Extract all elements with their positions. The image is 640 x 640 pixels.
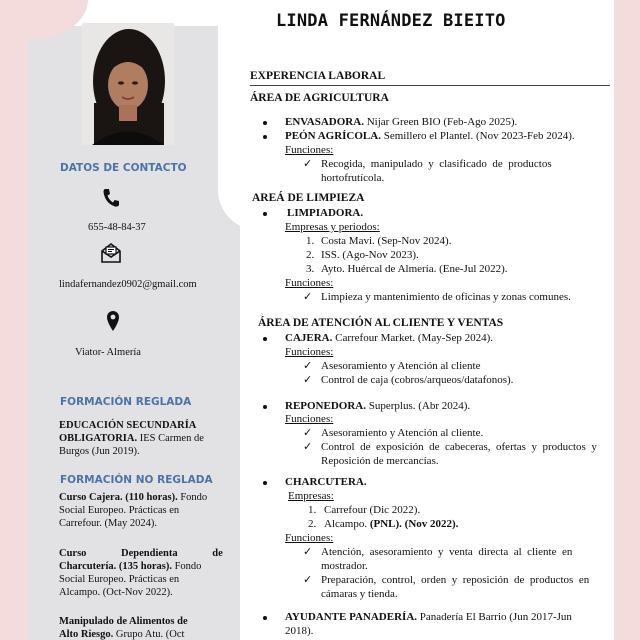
course-food-rest: Grupo Atu. (Oct <box>113 629 185 640</box>
list-number: 2. <box>308 518 317 530</box>
check-icon: ✓ <box>303 291 313 303</box>
course-deli-line4: Alcampo. (Oct-Nov 2022). <box>59 587 173 598</box>
check-icon: ✓ <box>303 574 313 586</box>
list-number: 1. <box>308 504 317 516</box>
phone-icon <box>102 188 120 213</box>
bullet <box>263 405 267 409</box>
deli-companies-label: Empresas: <box>288 490 334 502</box>
list-number: 3. <box>306 263 315 275</box>
functions-label: Funciones: <box>285 346 334 358</box>
customer-service-heading: ÁREA DE ATENCIÓN AL CLIENTE Y VENTAS <box>258 317 504 329</box>
formal-school: IES Carmen de <box>137 433 204 444</box>
bullet <box>263 121 267 125</box>
bullet <box>263 337 267 341</box>
job-farmhand <box>285 130 575 144</box>
deli-function-2-line2: cámaras y tienda. <box>321 588 398 600</box>
bullet <box>263 616 267 620</box>
job-bakery-detail: Panadería El Barrio (Jun 2017-Jun <box>417 611 572 623</box>
job-bakery <box>285 611 572 625</box>
course-deli-line1: Curso Dependienta de <box>59 548 223 559</box>
formal-title-line1: EDUCACIÓN SECUNDARÍA <box>59 420 197 431</box>
formal-education-heading: FORMACIÓN REGLADA <box>60 396 192 408</box>
check-icon: ✓ <box>303 427 313 439</box>
job-bakery-title: AYUDANTE PANADERÍA. <box>285 611 418 623</box>
cleaning-heading: AREÁ DE LIMPIEZA <box>252 192 365 204</box>
formal-title-bold: OBLIGATORIA. <box>59 433 138 444</box>
profile-photo <box>82 23 174 145</box>
check-icon: ✓ <box>303 546 313 558</box>
course-cashier-line1 <box>59 491 227 504</box>
job-cleaner-title: LIMPIADORA. <box>287 207 364 219</box>
bullet <box>263 135 267 139</box>
deli-company-2-name: Alcampo. <box>324 518 368 530</box>
course-cashier-rest: Fondo <box>177 492 208 503</box>
deli-company-1: Carrefour (Dic 2022). <box>324 504 421 516</box>
list-number: 2. <box>306 249 315 261</box>
cashier-function-1: Asesoramiento y Atención al cliente <box>321 360 481 372</box>
course-deli-title: Charcutería. (135 horas). <box>59 561 172 572</box>
job-restocker <box>285 400 470 414</box>
course-cashier-title: Curso Cajera. (110 horas). <box>59 492 178 503</box>
deli-company-2-detail: (PNL). (Nov 2022). <box>367 518 459 530</box>
email-address[interactable]: lindafernandez0902@gmail.com <box>59 279 197 290</box>
job-cashier <box>285 332 493 346</box>
check-icon: ✓ <box>303 158 313 170</box>
check-icon: ✓ <box>303 441 313 453</box>
deli-company-2 <box>324 518 458 532</box>
location: Viator- Almería <box>75 347 141 358</box>
job-cashier-title: CAJERA. <box>285 332 333 344</box>
contact-heading: DATOS DE CONTACTO <box>60 162 187 174</box>
cleaning-company-1: Costa Mavi. (Sep-Nov 2024). <box>321 235 452 247</box>
deli-function-1-line2: mostrador. <box>321 560 368 572</box>
agri-function-line2: hortofrutícola. <box>321 172 385 184</box>
job-cashier-detail: Carrefour Market. (May-Sep 2024). <box>332 332 494 344</box>
check-icon: ✓ <box>303 374 313 386</box>
cleaning-company-3: Ayto. Huércal de Almería. (Ene-Jul 2022). <box>321 263 508 275</box>
course-deli-line3: Social Europeo. Prácticas en <box>59 574 180 585</box>
phone-number[interactable]: 655-48-84-37 <box>88 222 146 233</box>
job-farmhand-title: PEÓN AGRÍCOLA. <box>285 130 381 142</box>
experience-heading: EXPERENCIA LABORAL <box>250 70 386 82</box>
functions-label: Funciones: <box>285 532 334 544</box>
functions-label: Funciones: <box>285 413 334 425</box>
cashier-function-2: Control de caja (cobros/arqueos/datafonos). <box>321 374 514 386</box>
course-cashier-line2: Social Europeo. Prácticas en <box>59 505 180 516</box>
bullet <box>263 481 267 485</box>
course-food-title: Alto Riesgo. <box>59 629 114 640</box>
job-restocker-title: REPONEDORA. <box>285 400 366 412</box>
nonformal-education-heading: FORMACIÓN NO REGLADA <box>60 474 213 486</box>
job-packer-title: ENVASADORA. <box>285 116 364 128</box>
course-deli <box>59 547 227 599</box>
candidate-name: LINDA FERNÁNDEZ BIEITO <box>276 11 506 31</box>
list-number: 1. <box>306 235 315 247</box>
mail-icon <box>100 242 122 269</box>
course-deli-line2 <box>59 560 227 573</box>
job-packer <box>285 116 517 130</box>
location-pin-icon <box>106 310 120 337</box>
course-food-line2 <box>59 628 229 640</box>
deli-function-1-line1: Atención, asesoramiento y venta directa al cliente en <box>321 546 573 558</box>
restocker-function-2-line2: Reposición de mercancías. <box>321 455 439 467</box>
cleaning-company-2: ISS. (Ago-Nov 2023). <box>321 249 419 261</box>
functions-label: Funciones: <box>285 277 334 289</box>
formal-education-entry <box>59 419 229 458</box>
formal-title-line2 <box>59 432 229 445</box>
restocker-function-2-line1: Control de exposición de cabeceras, ofertas y productos y <box>321 441 597 453</box>
check-icon: ✓ <box>303 360 313 372</box>
course-food-handling <box>59 615 229 640</box>
cleaning-function: Limpieza y mantenimiento de oficinas y zonas comunes. <box>321 291 571 303</box>
course-cashier <box>59 491 227 530</box>
decorative-blob <box>28 0 88 40</box>
resume-page <box>28 0 614 640</box>
formal-date: Burgos (Jun 2019). <box>59 446 140 457</box>
functions-label: Funciones: <box>285 144 334 156</box>
course-cashier-line3: Carrefour. (May 2024). <box>59 518 157 529</box>
course-deli-rest: Fondo <box>171 561 202 572</box>
experience-divider <box>250 85 610 86</box>
agri-function-line1: Recogida, manipulado y clasificado de productos <box>321 158 552 170</box>
agriculture-heading: ÁREA DE AGRICULTURA <box>250 92 389 104</box>
job-bakery-line2: 2018). <box>285 625 314 637</box>
cleaning-companies-label: Empresas y periodos: <box>285 221 380 233</box>
job-deli-title: CHARCUTERA. <box>285 476 367 488</box>
job-restocker-detail: Superplus. (Abr 2024). <box>365 400 471 412</box>
job-packer-detail: Nijar Green BIO (Feb-Ago 2025). <box>363 116 518 128</box>
course-food-line1: Manipulado de Alimentos de <box>59 616 188 627</box>
restocker-function-1: Asesoramiento y Atención al cliente. <box>321 427 484 439</box>
deli-function-2-line1: Preparación, control, orden y reposición de productos en <box>321 574 590 586</box>
bullet <box>263 212 267 216</box>
job-farmhand-detail: Semillero el Plantel. (Nov 2023-Feb 2024). <box>380 130 575 142</box>
